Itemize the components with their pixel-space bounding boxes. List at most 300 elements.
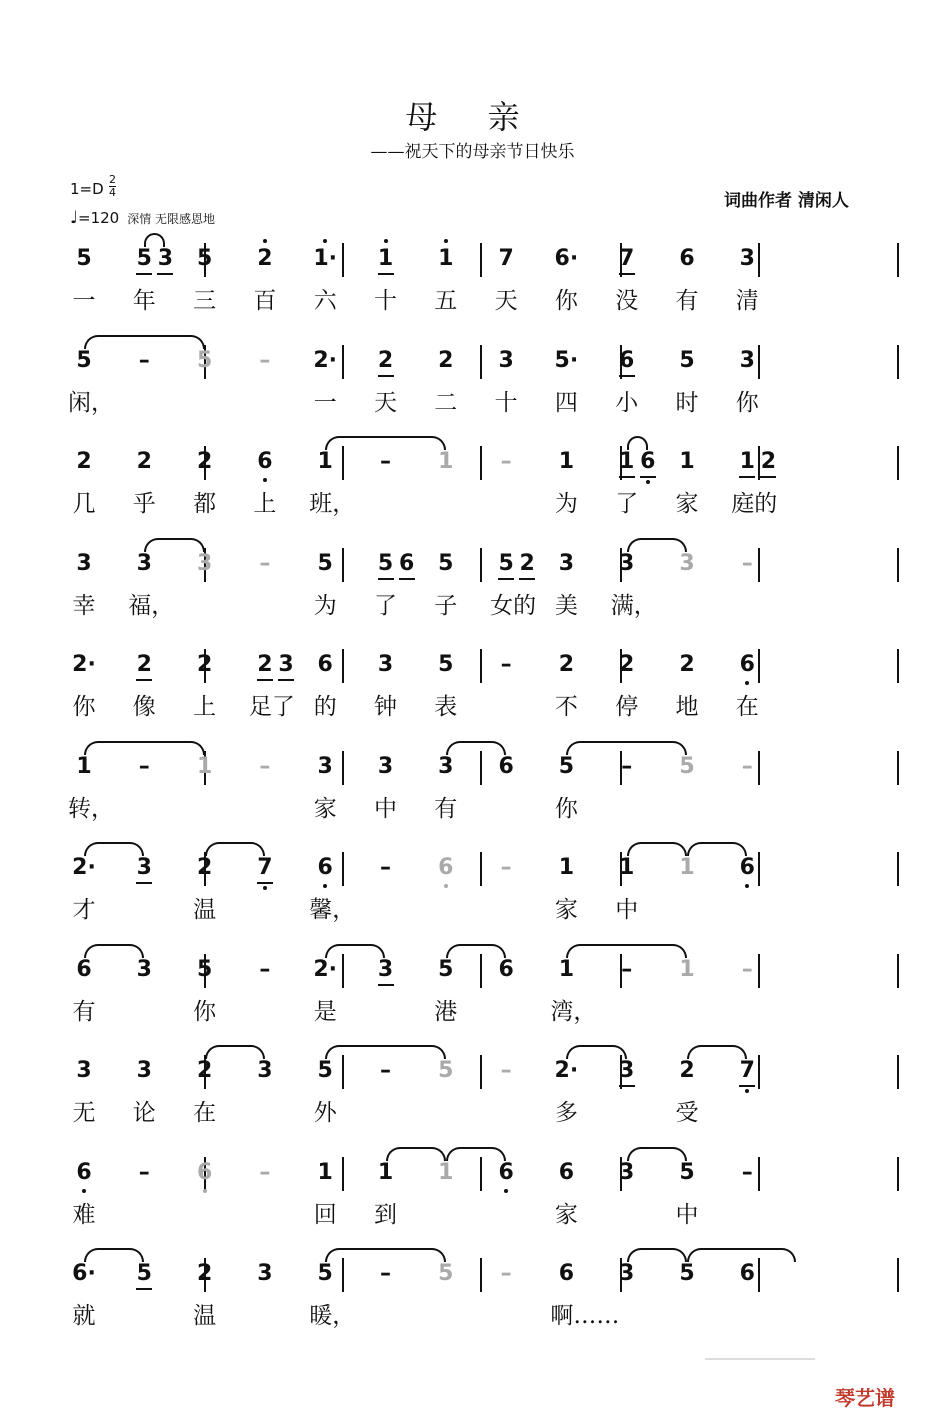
lyric: 转， [68, 795, 114, 822]
tie-arc [446, 1147, 506, 1161]
note [432, 246, 460, 272]
note-text: 3 [498, 347, 514, 373]
note-text: 5 [196, 246, 213, 271]
eighth-underline [739, 476, 755, 478]
barline [342, 852, 344, 886]
note-text: 5 [317, 1261, 333, 1286]
tie-arc [566, 944, 687, 958]
tie-arc [566, 1045, 626, 1059]
eighth-underline [399, 578, 415, 580]
note-text: 3 [257, 1058, 273, 1083]
note-text: – [500, 855, 512, 880]
lyric: 家 [554, 1201, 578, 1228]
note [191, 754, 219, 780]
tie-arc [84, 842, 144, 856]
note-text: 2 [196, 855, 213, 880]
lyric: 受 [675, 1100, 699, 1126]
lyric: 像 [132, 694, 156, 720]
note-text: 2 [257, 652, 273, 677]
note-text: 2 [257, 246, 273, 271]
lyric: 幸 [72, 592, 96, 619]
quarter-note-icon: ♩ [70, 208, 79, 228]
note-text: 3 [619, 550, 635, 576]
lyric: 到 [374, 1201, 397, 1228]
note-text: 5 [317, 550, 333, 576]
note-text: 1 [558, 449, 575, 474]
note [552, 551, 580, 577]
time-signature-bottom: 4 [109, 186, 116, 199]
note-text: – [500, 1261, 512, 1286]
note-text: 7 [498, 246, 514, 271]
note [130, 855, 158, 881]
barline [480, 446, 482, 480]
note [552, 348, 580, 374]
lyric: 湾， [550, 998, 597, 1025]
barline [480, 1258, 482, 1292]
note [130, 348, 158, 374]
note [311, 449, 339, 475]
lyric: 就 [72, 1303, 96, 1329]
note-text: – [380, 1058, 391, 1083]
note [372, 348, 400, 374]
note [251, 348, 279, 374]
barline [897, 243, 899, 277]
note [70, 449, 98, 475]
note [492, 652, 520, 678]
note-text: 1 [317, 1159, 333, 1185]
note [552, 1058, 580, 1084]
lyric: 中 [675, 1201, 699, 1228]
lyric: 馨， [309, 897, 356, 923]
lyric: 你 [735, 389, 759, 416]
low-octave-dot [745, 1089, 749, 1093]
lyric: 中 [374, 795, 397, 822]
lyric: 三 [193, 288, 217, 314]
note [432, 1058, 460, 1084]
note-text: 5 [438, 1261, 454, 1286]
note-text: 1 [377, 1159, 394, 1185]
note-text: 2 [76, 449, 92, 474]
note-text: 2 [679, 1058, 695, 1083]
note [191, 348, 219, 374]
note [513, 551, 541, 577]
note [613, 551, 641, 577]
note-text: 1 [679, 855, 695, 880]
note-text: 6 [739, 652, 755, 677]
lyric: 才 [72, 897, 96, 923]
lyric: 温 [193, 897, 217, 923]
note [733, 551, 761, 577]
note-text: 5 [438, 1058, 454, 1083]
note [552, 1261, 580, 1287]
note [130, 754, 158, 780]
note-text: 5 [76, 347, 92, 373]
note-text: 5 [438, 956, 454, 982]
note-text: 5 [136, 1261, 152, 1286]
score-system [0, 1157, 945, 1257]
tie-arc [627, 1248, 687, 1262]
note-text: – [259, 347, 271, 373]
note [372, 652, 400, 678]
lyric: 班， [309, 491, 356, 517]
lyric: 家 [554, 897, 578, 923]
note [151, 246, 179, 272]
note [552, 1160, 580, 1186]
tie-arc [446, 944, 506, 958]
note [613, 957, 641, 983]
note [733, 652, 761, 678]
note [311, 1058, 339, 1084]
note-text: 2 [438, 347, 454, 373]
lyric: 难 [72, 1201, 96, 1228]
note [552, 449, 580, 475]
note-text: – [741, 956, 753, 982]
eighth-underline [619, 1085, 635, 1087]
barline [897, 1055, 899, 1089]
note [613, 1261, 641, 1287]
eighth-underline [498, 578, 514, 580]
note [191, 1058, 219, 1084]
author-credit: 词曲作者 清闲人 [724, 191, 849, 211]
note-text: 2 [619, 652, 635, 677]
note [673, 348, 701, 374]
note-text: 3 [619, 1261, 635, 1286]
barline [480, 852, 482, 886]
lyric: 有 [675, 288, 699, 314]
note [733, 1261, 761, 1287]
note-text: – [500, 652, 512, 677]
note-text: 6 [76, 956, 92, 982]
lyric: 都 [193, 491, 217, 517]
score-system [0, 954, 945, 1054]
note [673, 652, 701, 678]
note [311, 1261, 339, 1287]
note [613, 1058, 641, 1084]
lyric: 清 [735, 288, 759, 314]
note [311, 957, 339, 983]
eighth-underline [619, 476, 635, 478]
note-text: – [741, 1159, 753, 1185]
note [432, 652, 460, 678]
note-text: 3 [377, 956, 394, 982]
low-octave-dot [745, 681, 749, 685]
barline [342, 243, 344, 277]
note-text: – [621, 753, 633, 779]
eighth-underline [136, 1288, 152, 1290]
note [613, 652, 641, 678]
eighth-underline [378, 578, 394, 580]
note-text: 6 [196, 1159, 213, 1185]
note-text: 3 [76, 1058, 92, 1083]
eighth-underline [519, 578, 535, 580]
key-signature: 1=D [70, 180, 104, 198]
time-signature-top: 2 [109, 173, 116, 186]
tie-arc [325, 944, 385, 958]
note [673, 246, 701, 272]
note [70, 246, 98, 272]
note [492, 855, 520, 881]
lyric: 十 [494, 389, 518, 416]
note [733, 1058, 761, 1084]
note [372, 1058, 400, 1084]
note [634, 449, 662, 475]
note-text: 2 [377, 347, 394, 373]
note-text: 5 [679, 347, 695, 373]
note [130, 551, 158, 577]
note-text: 5 [498, 550, 514, 576]
barline [480, 548, 482, 582]
note [191, 1160, 219, 1186]
lyric: 小 [615, 389, 639, 416]
lyric: 地 [675, 694, 699, 720]
lyric: 家 [313, 795, 337, 822]
eighth-underline [640, 476, 656, 478]
lyric: 足了 [248, 694, 295, 720]
expression-marking: 深情 无限感恩地 [127, 212, 216, 226]
note-text: – [741, 550, 753, 576]
note-text: – [380, 1261, 391, 1286]
note [492, 1058, 520, 1084]
barline [480, 243, 482, 277]
song-subtitle: ——祝天下的母亲节日快乐 [370, 142, 575, 162]
high-octave-dot [444, 239, 448, 243]
note-text: – [380, 449, 391, 474]
note [70, 957, 98, 983]
note [613, 1160, 641, 1186]
note [191, 246, 219, 272]
note [70, 1160, 98, 1186]
lyric: 钟 [374, 694, 397, 720]
note [130, 1261, 158, 1287]
note-text: 1 [679, 956, 695, 982]
eighth-underline [378, 984, 394, 986]
note-text: 3 [619, 1159, 635, 1185]
note [552, 246, 580, 272]
lyric: 五 [434, 288, 458, 314]
note-text: 5 [679, 1261, 695, 1286]
note [673, 1058, 701, 1084]
note [372, 754, 400, 780]
note-text: 3 [679, 550, 695, 576]
note [372, 957, 400, 983]
note-text: 1 [438, 1159, 454, 1185]
note-text: 3 [739, 347, 755, 373]
note-text: 2 [136, 652, 152, 677]
lyric: 子 [434, 592, 458, 619]
tie-arc [687, 1248, 796, 1262]
note-text: 6 [619, 347, 635, 373]
lyric: 在 [193, 1100, 217, 1126]
note-text: 2· [72, 652, 96, 677]
tie-arc [84, 741, 205, 755]
note [311, 348, 339, 374]
note-text: 6 [640, 449, 656, 474]
barline [897, 954, 899, 988]
note-text: 3 [157, 246, 174, 271]
footer-divider [705, 1358, 815, 1360]
note-text: 3 [136, 1058, 152, 1083]
lyric: 一 [72, 288, 96, 314]
lyric: 回 [313, 1201, 337, 1228]
note-text: – [500, 449, 512, 474]
note [492, 754, 520, 780]
barline [897, 751, 899, 785]
note [311, 1160, 339, 1186]
note [492, 348, 520, 374]
note-text: – [259, 753, 271, 779]
lyric: 天 [494, 288, 518, 314]
note [754, 449, 782, 475]
note-text: 3 [739, 246, 755, 271]
note [733, 246, 761, 272]
tie-arc [205, 1045, 265, 1059]
note-text: 7 [739, 1058, 755, 1083]
eighth-underline [136, 882, 152, 884]
lyric: 不 [554, 694, 578, 720]
note [311, 855, 339, 881]
note-text: 5 [679, 753, 695, 779]
tie-arc [627, 1147, 687, 1161]
note [552, 652, 580, 678]
note [311, 246, 339, 272]
note [613, 855, 641, 881]
note [251, 551, 279, 577]
note [673, 551, 701, 577]
note-text: 5 [76, 246, 92, 271]
note [432, 551, 460, 577]
note [432, 957, 460, 983]
tie-arc [144, 538, 204, 552]
song-title: 母 亲 [405, 98, 540, 136]
note-text: 1 [196, 753, 213, 779]
barline [480, 1157, 482, 1191]
note-text: – [138, 347, 150, 373]
note [492, 449, 520, 475]
lyric: 了 [615, 491, 639, 517]
tempo-marking [70, 208, 215, 228]
note-text: – [621, 956, 633, 982]
barline [897, 649, 899, 683]
note-text: 3 [558, 550, 575, 576]
barline [342, 345, 344, 379]
note-text: 2 [196, 1261, 213, 1286]
lyric: 啊…… [550, 1303, 620, 1329]
barline [480, 954, 482, 988]
note [70, 855, 98, 881]
eighth-underline [619, 273, 635, 275]
lyric: 论 [132, 1100, 156, 1126]
note-text: 6 [739, 1261, 755, 1286]
note-text: 6 [679, 246, 695, 271]
lyric: 满， [610, 592, 657, 619]
score-system [0, 446, 945, 546]
barline [897, 1157, 899, 1191]
note-text: 2 [196, 449, 213, 474]
note [311, 551, 339, 577]
note [191, 855, 219, 881]
tie-arc [386, 1147, 446, 1161]
eighth-underline [739, 1085, 755, 1087]
low-octave-dot [504, 1189, 508, 1193]
note [673, 754, 701, 780]
footer-logo: 琴艺谱 [835, 1386, 895, 1410]
note-text: 2· [554, 1058, 579, 1083]
note [372, 1261, 400, 1287]
low-octave-dot [263, 886, 267, 890]
score-system [0, 243, 945, 343]
eighth-underline [257, 882, 273, 884]
low-octave-dot [203, 1189, 207, 1193]
note-text: 6 [257, 449, 273, 474]
tie-arc [627, 842, 687, 856]
note [372, 246, 400, 272]
tie-arc [687, 1045, 747, 1059]
low-octave-dot [646, 480, 650, 484]
note-text: 5 [317, 1058, 333, 1083]
note-text: 6 [398, 550, 415, 576]
note-text: 7 [257, 855, 273, 880]
note [432, 754, 460, 780]
low-octave-dot [745, 884, 749, 888]
note [311, 754, 339, 780]
note [251, 1058, 279, 1084]
tie-arc [687, 842, 747, 856]
note [673, 855, 701, 881]
note [673, 1261, 701, 1287]
note-text: 3 [377, 753, 394, 779]
note [393, 551, 421, 577]
note-text: 3 [257, 1261, 273, 1286]
note-text: 2 [760, 449, 777, 474]
lyric: 美 [554, 592, 578, 619]
note [613, 246, 641, 272]
note-text: 3 [438, 753, 454, 779]
barline [897, 548, 899, 582]
note-text: 1 [377, 246, 394, 271]
low-octave-dot [82, 1189, 86, 1193]
lyric: 停 [615, 694, 639, 720]
note [251, 754, 279, 780]
eighth-underline [760, 476, 776, 478]
tie-arc [205, 842, 265, 856]
note-text: 6 [76, 1159, 92, 1185]
high-octave-dot [323, 239, 327, 243]
note [613, 348, 641, 374]
lyric: 外 [313, 1100, 337, 1126]
lyric: 了 [374, 592, 397, 619]
note [130, 652, 158, 678]
note-text: 5 [679, 1159, 695, 1185]
tie-arc [144, 233, 165, 247]
note [673, 1160, 701, 1186]
lyric: 二 [434, 389, 458, 416]
score-system [0, 548, 945, 648]
note [432, 855, 460, 881]
note [130, 1058, 158, 1084]
note [492, 957, 520, 983]
note-text: 3 [619, 1058, 635, 1083]
lyric: 六 [313, 288, 337, 314]
lyric: 四 [554, 389, 578, 416]
note-text: 2 [679, 652, 695, 677]
note-text: 5 [438, 652, 454, 677]
note [492, 246, 520, 272]
note [733, 957, 761, 983]
barline [342, 1055, 344, 1089]
barline [897, 345, 899, 379]
lyric: 上 [193, 694, 217, 720]
note [191, 957, 219, 983]
